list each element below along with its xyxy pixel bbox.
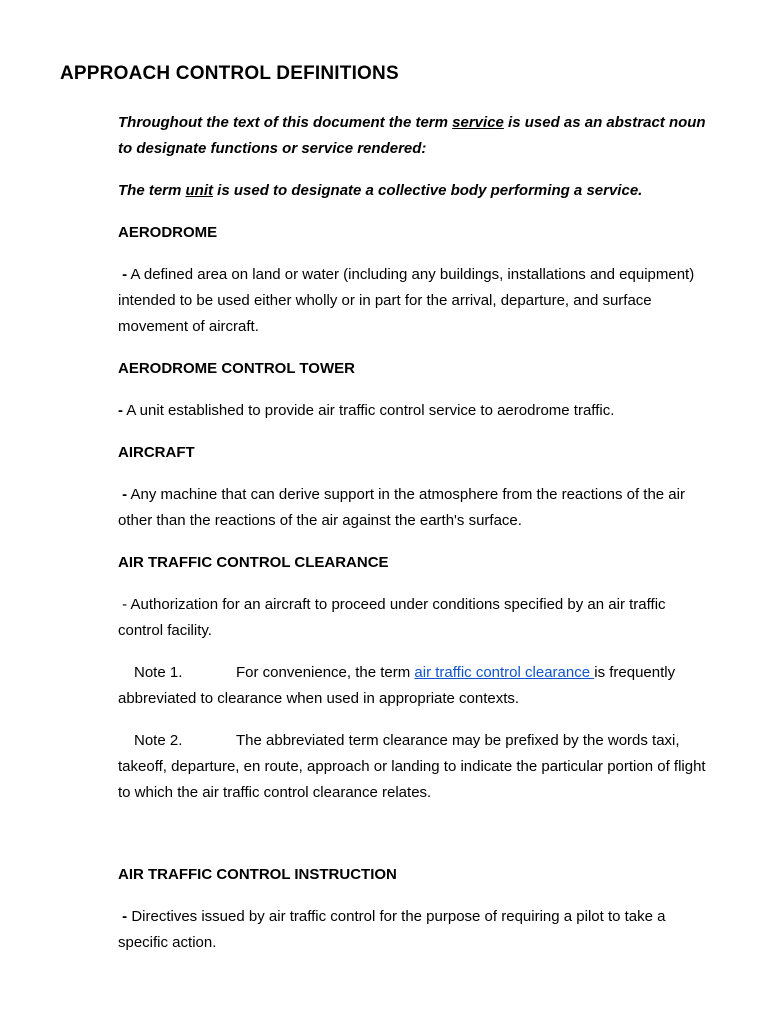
intro-2-before: The term [118,182,186,199]
note-1 [118,660,708,712]
note-1-before: For convenience, the term [236,664,415,681]
definition-aircraft [118,482,708,534]
definition-aircraft-text: Any machine that can derive support in the atmosphere from the reactions of the air other than the reactions of the air against the earth's surface. [118,486,685,529]
definition-dash: - [122,908,128,925]
page-title: APPROACH CONTROL DEFINITIONS [60,63,399,84]
definition-instruction-text: Directives issued by air traffic control for the purpose of requiring a pilot to take a specific action. [118,908,666,951]
definition-aerodrome [118,262,708,340]
definition-air-traffic-control-clearance [118,592,708,644]
intro-paragraph-unit [118,178,708,204]
note-1-label: Note 1. [134,664,183,681]
note-2 [118,728,708,806]
note-2-text: The abbreviated term clearance may be prefixed by the words taxi, takeoff, departure, en route, approach or landing to indicate the particular portion of flight to which the air traffic control clearance relates. [118,732,706,801]
intro-1-before: Throughout the text of this document the term [118,114,453,131]
term-unit: unit [185,182,214,199]
definition-clearance-text: - Authorization for an aircraft to proceed under conditions specified by an air traffic control facility. [118,596,666,639]
spacer [118,822,708,862]
intro-paragraph-service [118,110,708,162]
definition-dash: - [118,402,123,419]
term-service: service [452,114,504,131]
definition-aerodrome-control-tower [118,398,708,424]
heading-aerodrome-control-tower: AERODROME CONTROL TOWER [118,360,355,377]
definition-dash: - [122,266,128,283]
heading-air-traffic-control-instruction: AIR TRAFFIC CONTROL INSTRUCTION [118,866,397,883]
definition-air-traffic-control-instruction [118,904,708,956]
note-1-after: is frequently abbreviated to clearance when used in appropriate contexts. [118,664,676,707]
definition-aerodrome-text: A defined area on land or water (including any buildings, installations and equipment) intended to be used either wholly or in part for the arrival, departure, and surface movement of aircraft. [118,266,695,335]
note-2-label: Note 2. [134,732,183,749]
heading-air-traffic-control-clearance: AIR TRAFFIC CONTROL CLEARANCE [118,554,389,571]
heading-aerodrome: AERODROME [118,224,218,241]
heading-aircraft: AIRCRAFT [118,444,195,461]
definition-tower-text: A unit established to provide air traffic control service to aerodrome traffic. [123,402,615,419]
definition-dash: - [122,486,128,503]
document-body [118,110,708,972]
intro-2-after: is used to designate a collective body performing a service. [213,182,643,199]
clearance-link[interactable]: air traffic control clearance [414,664,595,681]
intro-1-after: is used as an abstract noun to designate functions or service rendered: [118,114,706,157]
